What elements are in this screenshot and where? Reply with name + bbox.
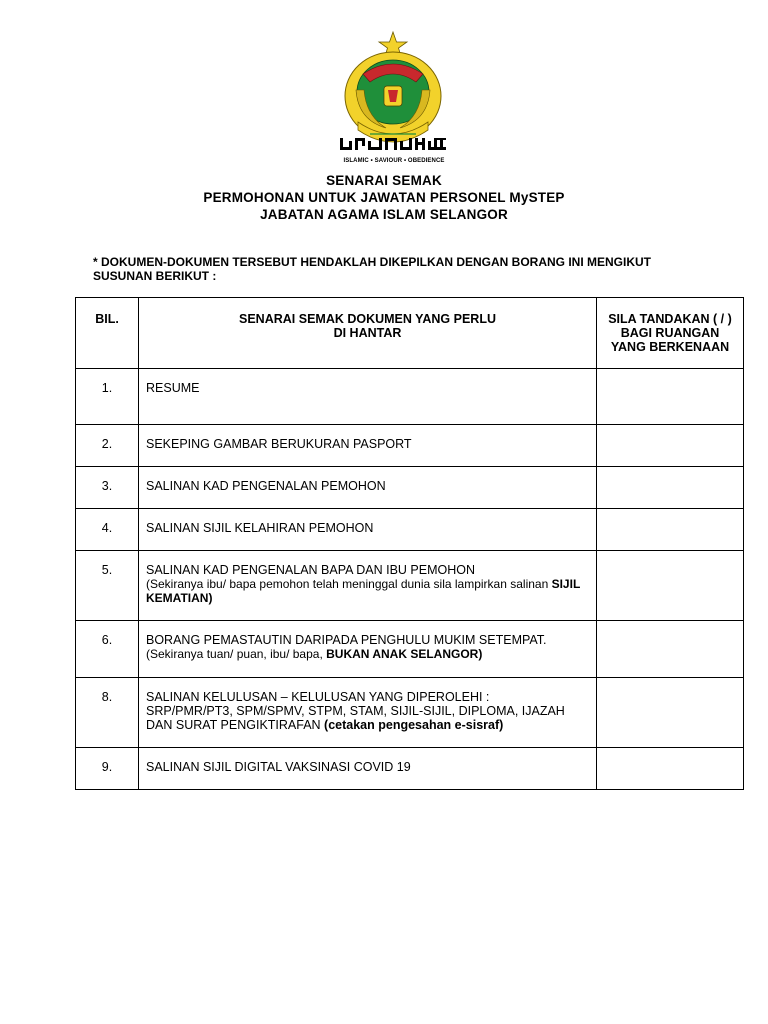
row-document-detail: SRP/PMR/PT3, SPM/SPMV, STPM, STAM, SIJIL-SIJIL, DIPLOMA, IJAZAH DAN SURAT PENGIKTIRAFAN <box>146 704 565 732</box>
table-row <box>76 678 744 748</box>
table-row <box>76 425 744 467</box>
row-number: 1. <box>76 369 139 425</box>
kufic-calligraphy-icon <box>338 136 450 152</box>
row-check-cell[interactable] <box>597 748 744 790</box>
header-title: SENARAI SEMAK <box>326 173 442 188</box>
header-department: JABATAN AGAMA ISLAM SELANGOR <box>260 207 508 222</box>
row-check-cell[interactable] <box>597 551 744 621</box>
table-header-row <box>76 298 744 369</box>
row-document-title: SALINAN KELULUSAN – KELULUSAN YANG DIPEROLEHI : <box>146 690 490 704</box>
instruction-text: * DOKUMEN-DOKUMEN TERSEBUT HENDAKLAH DIKEPILKAN DENGAN BORANG INI MENGIKUT SUSUNAN BERIKUT : <box>93 255 651 283</box>
document-header <box>0 172 768 223</box>
row-number: 8. <box>76 678 139 748</box>
header-bil-label: BIL. <box>95 312 119 326</box>
row-check-cell[interactable] <box>597 369 744 425</box>
row-document-note <box>146 577 589 605</box>
header-document-line1: SENARAI SEMAK DOKUMEN YANG PERLU <box>239 312 496 326</box>
row-document: SEKEPING GAMBAR BERUKURAN PASPORT <box>139 425 597 467</box>
row-document: SALINAN SIJIL DIGITAL VAKSINASI COVID 19 <box>139 748 597 790</box>
kufic-motto-block <box>338 136 450 162</box>
row-number: 9. <box>76 748 139 790</box>
header-checkbox-line3: YANG BERKENAAN <box>610 340 730 354</box>
row-document-title: SALINAN KAD PENGENALAN BAPA DAN IBU PEMOHON <box>146 563 476 577</box>
row-document: SALINAN KAD PENGENALAN PEMOHON <box>139 467 597 509</box>
row-document <box>139 621 597 678</box>
row-detail-emphasis: (cetakan pengesahan e-sisraf) <box>324 718 504 732</box>
checklist-table <box>75 297 744 790</box>
motto-text: ISLAMIC • SAVIOUR • OBEDIENCE <box>343 158 445 164</box>
header-checkbox-line1: SILA TANDAKAN ( / ) <box>608 312 732 326</box>
header-checkbox <box>597 298 744 369</box>
header-bil <box>76 298 139 369</box>
row-number: 3. <box>76 467 139 509</box>
table-row <box>76 467 744 509</box>
table-row <box>76 509 744 551</box>
table-row <box>76 748 744 790</box>
row-document: SALINAN SIJIL KELAHIRAN PEMOHON <box>139 509 597 551</box>
row-note-emphasis: BUKAN ANAK SELANGOR) <box>326 647 483 661</box>
row-note-text: (Sekiranya ibu/ bapa pemohon telah meninggal dunia sila lampirkan salinan <box>146 577 552 591</box>
table-row <box>76 621 744 678</box>
row-check-cell[interactable] <box>597 678 744 748</box>
row-check-cell[interactable] <box>597 467 744 509</box>
table-row <box>76 551 744 621</box>
row-check-cell[interactable] <box>597 621 744 678</box>
table-row <box>76 369 744 425</box>
row-document: RESUME <box>139 369 597 425</box>
header-document-line2: DI HANTAR <box>333 326 402 340</box>
row-document-note <box>146 647 589 661</box>
row-document <box>139 551 597 621</box>
row-number: 4. <box>76 509 139 551</box>
row-check-cell[interactable] <box>597 509 744 551</box>
header-subtitle: PERMOHONAN UNTUK JAWATAN PERSONEL MySTEP <box>203 190 565 205</box>
row-number: 2. <box>76 425 139 467</box>
row-number: 5. <box>76 551 139 621</box>
row-check-cell[interactable] <box>597 425 744 467</box>
header-checkbox-line2: BAGI RUANGAN <box>620 326 720 340</box>
row-document-title: BORANG PEMASTAUTIN DARIPADA PENGHULU MUKIM SETEMPAT. <box>146 633 547 647</box>
row-note-text: (Sekiranya tuan/ puan, ibu/ bapa, <box>146 647 327 661</box>
header-document <box>139 298 597 369</box>
row-document <box>139 678 597 748</box>
row-note-emphasis: SIJIL KEMATIAN) <box>146 577 581 605</box>
row-number: 6. <box>76 621 139 678</box>
